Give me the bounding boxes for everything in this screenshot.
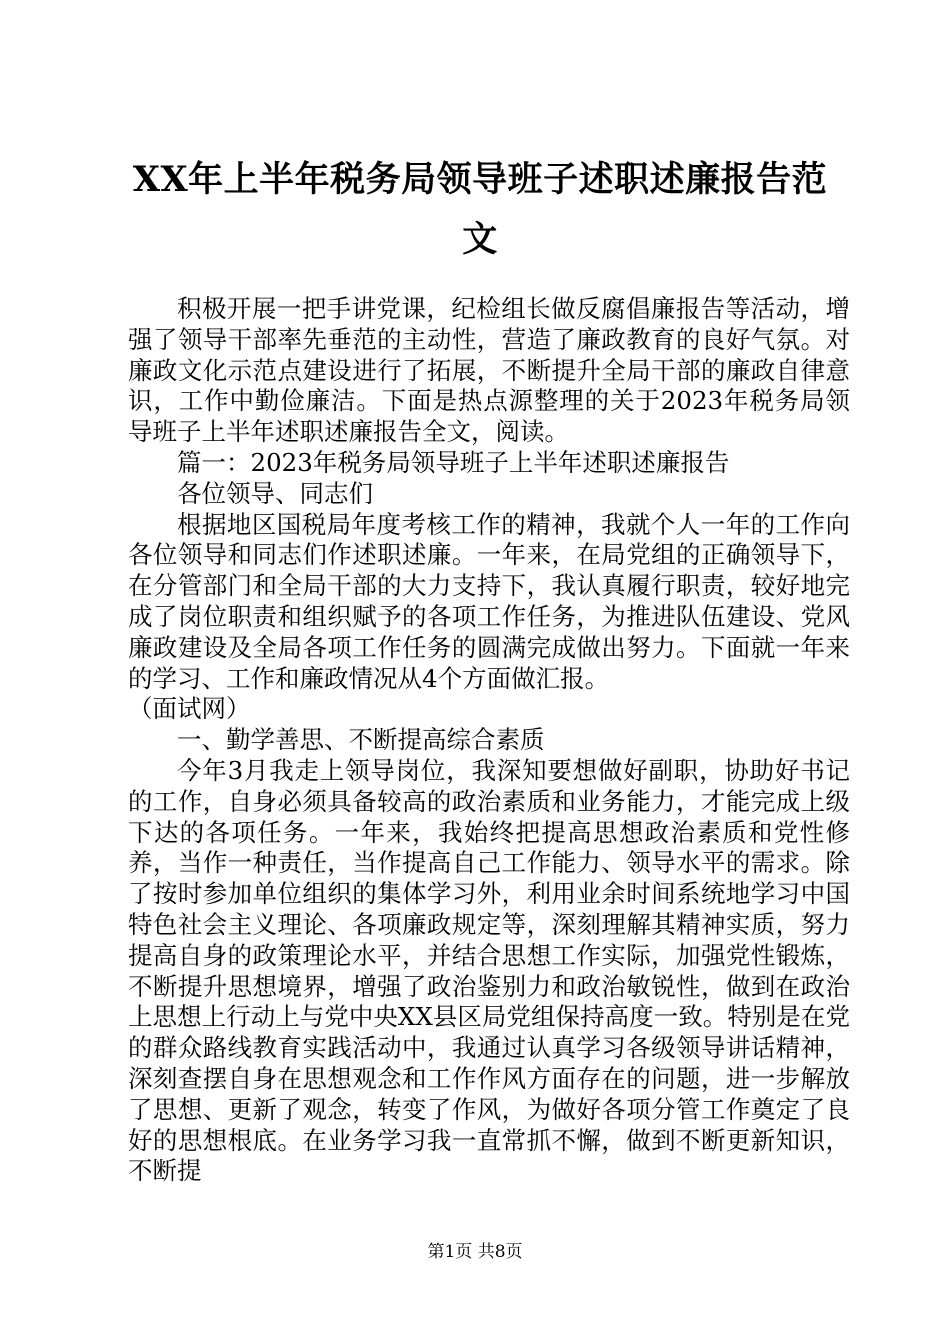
body-paragraph: 今年3月我走上领导岗位，我深知要想做好副职，协助好书记的工作，自身必须具备较高的政治素质和业务能力，才能完成上级下达的各项任务。一年来，我始终把提高思想政治素质和党性修养，当作一种责任，当作提高自己工作能力、领导水平的需求。除了按时参加单位组织的集体学习外，利用业余时间系统地学习中国特色社会主义理论、各项廉政规定等，深刻理解其精神实质，努力提高自身的政策理论水平，并结合思想工作实际，加强党性锻炼，不断提升思想境界，增强了政治鉴别力和政治敏锐性，做到在政治上思想上行动上与党中央XX县区局党组保持高度一致。特别是在党的群众路线教育实践活动中，我通过认真学习各级领导讲话精神，深刻查摆自身在思想观念和工作作风方面存在的问题，进一步解放了思想、更新了观念，转变了作风，为做好各项分管工作奠定了良好的思想根底。在业务学习我一直常抓不懈，做到不断更新知识，不断提 <box>128 755 850 1186</box>
body-paragraph: 根据地区国税局年度考核工作的精神，我就个人一年的工作向各位领导和同志们作述职述廉。一年来，在局党组的正确领导下，在分管部门和全局干部的大力支持下，我认真履行职责，较好地完成了岗位职责和组织赋予的各项工作任务，为推进队伍建设、党风廉政建设及全局各项工作任务的圆满完成做出努力。下面就一年来的学习、工作和廉政情况从4个方面做汇报。 <box>128 509 850 693</box>
section-heading-part-one: 篇一：2023年税务局领导班子上半年述职述廉报告 <box>177 447 730 477</box>
document-body <box>128 294 850 1187</box>
salutation: 各位领导、同志们 <box>177 478 373 508</box>
intro-paragraph: 积极开展一把手讲党课，纪检组长做反腐倡廉报告等活动，增强了领导干部率先垂范的主动性，营造了廉政教育的良好气氛。对廉政文化示范点建设进行了拓展，不断提升全局干部的廉政自律意识，工作中勤俭廉洁。下面是热点源整理的关于2023年税务局领导班子上半年述职述廉报告全文，阅读。 <box>128 294 850 447</box>
document-title: XX年上半年税务局领导班子述职述廉报告范文 <box>132 159 828 260</box>
source-note: （面试网） <box>128 694 251 724</box>
page-footer: 第1页 共8页 <box>427 1242 523 1262</box>
section-heading-study: 一、勤学善思、不断提高综合素质 <box>177 725 545 755</box>
